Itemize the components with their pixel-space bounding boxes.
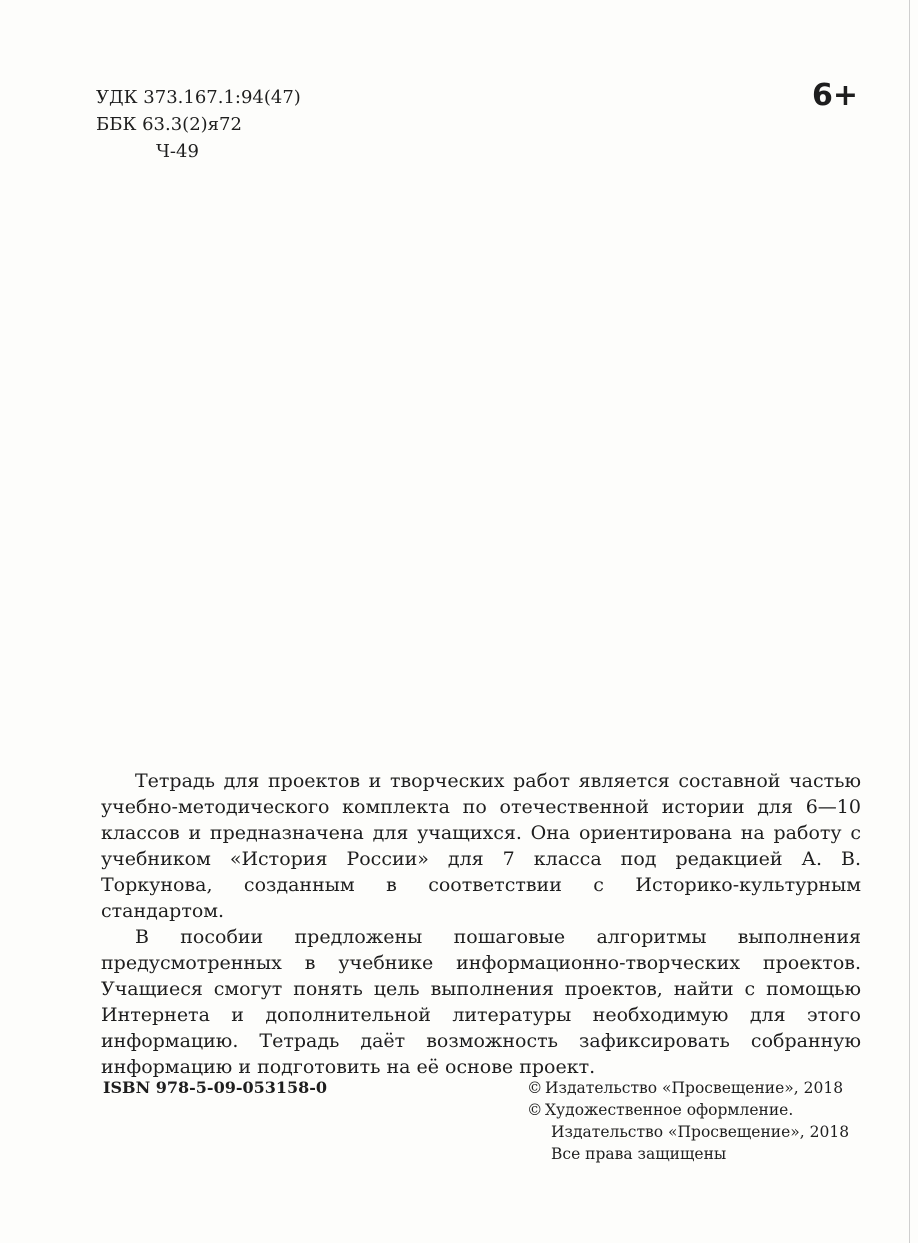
author-mark: Ч-49	[156, 141, 199, 162]
abstract-paragraph-1: Тетрадь для проектов и творческих работ является составной частью учебно-методического комплекта по отечественной истории для 6—10 классов и предназначена для учащихся. Она ориентирована на работу с учебником «История России» для 7 класса под редакцией А. В. Торкунова, созданным в соответствии с Историко-культурным стандартом.	[101, 770, 861, 922]
abstract	[101, 768, 861, 1080]
copyright-block	[527, 1077, 849, 1165]
copyright-line-1: © Издательство «Просвещение», 2018	[527, 1079, 844, 1097]
udk-code: УДК 373.167.1:94(47)	[96, 87, 301, 108]
page-edge	[909, 0, 910, 1243]
copyright-line-4: Все права защищены	[551, 1145, 727, 1163]
copyright-icon: ©	[527, 1079, 543, 1097]
copyright-line-3: Издательство «Просвещение», 2018	[551, 1123, 850, 1141]
copyright-icon: ©	[527, 1101, 543, 1119]
isbn: ISBN 978-5-09-053158-0	[103, 1078, 328, 1097]
classification-block	[96, 84, 301, 165]
bbk-code: ББК 63.3(2)я72	[96, 114, 242, 135]
age-rating: 6+	[811, 78, 858, 113]
abstract-paragraph-2: В пособии предложены пошаговые алгоритмы выполнения предусмотренных в учебнике информационно-творческих проектов. Учащиеся смогут понять цель выполнения проектов, найти с помощью Интернета и дополнительной литературы необходимую для этого информацию. Тетрадь даёт возможность зафиксировать собранную информацию и подготовить на её основе проект.	[101, 926, 861, 1078]
copyright-line-2: © Художественное оформление.	[527, 1101, 794, 1119]
